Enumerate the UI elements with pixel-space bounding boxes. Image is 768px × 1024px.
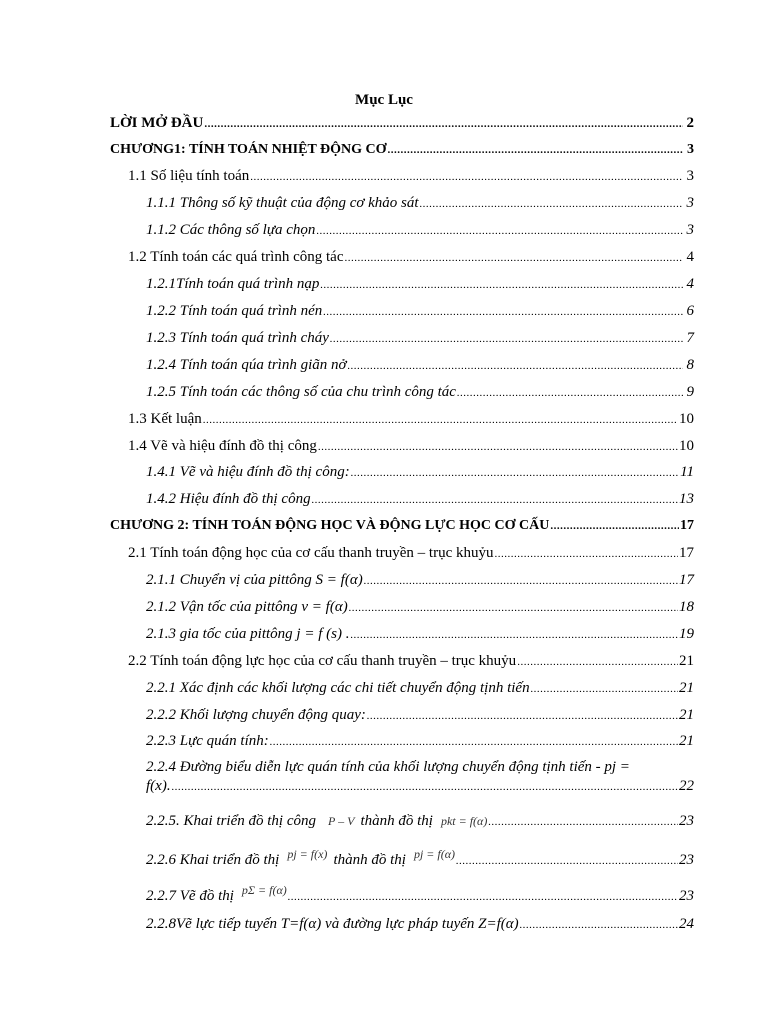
toc-entry-label-mid: thành đồ thị bbox=[360, 813, 433, 829]
toc-page-number: 19 bbox=[679, 626, 694, 642]
toc-page-number: 21 bbox=[679, 733, 694, 749]
toc-entry[interactable] bbox=[146, 329, 694, 348]
formula-image: pj = f(α) bbox=[413, 847, 456, 861]
toc-entry[interactable] bbox=[146, 221, 694, 240]
toc-entry[interactable] bbox=[146, 275, 694, 294]
toc-entry[interactable] bbox=[146, 915, 694, 934]
toc-page-number: 6 bbox=[686, 303, 694, 319]
dot-leader bbox=[250, 168, 683, 186]
toc-entry-label: 1.2.1Tính toán quá trình nạp bbox=[146, 276, 320, 292]
toc-entry-label: 1.2.2 Tính toán quá trình nén bbox=[146, 303, 323, 319]
toc-entry[interactable] bbox=[146, 847, 694, 870]
toc-entry-label: CHƯƠNG 2: TÍNH TOÁN ĐỘNG HỌC VÀ ĐỘNG LỰC HỌC CƠ CẤU bbox=[110, 518, 550, 533]
toc-page-number: 4 bbox=[686, 249, 694, 265]
toc-page-number: 22 bbox=[679, 778, 694, 794]
toc-entry[interactable] bbox=[128, 437, 694, 456]
dot-leader bbox=[420, 195, 683, 213]
toc-entry[interactable] bbox=[110, 114, 694, 133]
toc-entry[interactable] bbox=[146, 732, 694, 751]
dot-leader bbox=[348, 357, 683, 375]
toc-entry-label: 1.2.3 Tính toán quá trình cháy bbox=[146, 330, 329, 346]
formula-image: P – V bbox=[328, 814, 355, 828]
dot-leader bbox=[488, 813, 678, 831]
toc-page-number: 3 bbox=[686, 168, 694, 184]
toc-page-number: 8 bbox=[686, 357, 694, 373]
formula-image: pkt = f(α) bbox=[440, 814, 488, 828]
toc-entry[interactable] bbox=[146, 490, 694, 509]
toc-page-number: 21 bbox=[679, 680, 694, 696]
toc-entry[interactable] bbox=[128, 167, 694, 186]
toc-page-number: 23 bbox=[679, 888, 694, 904]
toc-page-number: 17 bbox=[679, 545, 694, 561]
dot-leader bbox=[316, 222, 683, 240]
dot-leader bbox=[330, 330, 683, 348]
toc-entry-label: 1.2.5 Tính toán các thông số của chu trình công tác bbox=[146, 384, 456, 400]
toc-entry[interactable] bbox=[146, 302, 694, 321]
dot-leader bbox=[172, 778, 678, 797]
dot-leader bbox=[550, 517, 679, 535]
toc-entry-label: 1.3 Kết luận bbox=[128, 411, 202, 427]
toc-entry[interactable] bbox=[146, 883, 694, 906]
toc-entry-label: CHƯƠNG1: TÍNH TOÁN NHIỆT ĐỘNG CƠ bbox=[110, 142, 387, 157]
toc-page-number: 3 bbox=[686, 195, 694, 211]
dot-leader bbox=[312, 491, 678, 509]
toc-entry-label: 2.2.2 Khối lượng chuyển động quay: bbox=[146, 707, 366, 723]
dot-leader bbox=[288, 888, 678, 906]
toc-entry[interactable] bbox=[146, 194, 694, 213]
toc-entry[interactable] bbox=[146, 356, 694, 375]
dot-leader bbox=[345, 249, 684, 267]
toc-entry[interactable] bbox=[128, 410, 694, 429]
toc-entry-label: 2.2.1 Xác định các khối lượng các chi tiết chuyển động tịnh tiến bbox=[146, 680, 530, 696]
toc-page-number: 10 bbox=[679, 438, 694, 454]
toc-page-number: 10 bbox=[679, 411, 694, 427]
dot-leader bbox=[349, 599, 678, 617]
dot-leader bbox=[457, 384, 683, 402]
toc-page-number: 3 bbox=[687, 142, 694, 157]
toc-entry-label: LỜI MỞ ĐẦU bbox=[110, 115, 204, 131]
dot-leader bbox=[204, 115, 683, 133]
dot-leader bbox=[456, 852, 678, 870]
toc-page-number: 3 bbox=[686, 222, 694, 238]
toc-entry-label: 2.2.3 Lực quán tính: bbox=[146, 733, 269, 749]
toc-page-number: 21 bbox=[679, 653, 694, 669]
dot-leader bbox=[318, 438, 678, 456]
dot-leader bbox=[323, 303, 683, 321]
formula-image: pj = f(x) bbox=[287, 847, 328, 861]
toc-entry-label: 2.2.7 Vẽ đồ thị bbox=[146, 888, 234, 904]
dot-leader bbox=[203, 411, 678, 429]
toc-page-number: 24 bbox=[679, 916, 694, 932]
toc-entry-label: 2.1.2 Vận tốc của pittông v = f(α) bbox=[146, 599, 348, 615]
dot-leader bbox=[320, 276, 683, 294]
dot-leader bbox=[351, 464, 679, 482]
toc-entry-label: 1.4.2 Hiệu đính đồ thị công bbox=[146, 491, 311, 507]
toc-entry-label: 2.1.1 Chuyển vị của pittông S = f(α) bbox=[146, 572, 363, 588]
dot-leader bbox=[350, 626, 678, 644]
toc-page-number: 2 bbox=[686, 115, 694, 131]
toc-page-number: 7 bbox=[686, 330, 694, 346]
toc-page-number: 18 bbox=[679, 599, 694, 615]
toc-entry[interactable] bbox=[146, 758, 694, 797]
toc-entry[interactable] bbox=[128, 652, 694, 671]
toc-entry-label: 1.4 Vẽ và hiệu đính đồ thị công bbox=[128, 438, 317, 454]
toc-page-number: 13 bbox=[679, 491, 694, 507]
toc-entry-label-continued: f(x). bbox=[146, 778, 171, 794]
toc-entry-label: 2.1 Tính toán động học của cơ cấu thanh truyền – trục khuỷu bbox=[128, 545, 494, 561]
toc-entry-label: 2.2.4 Đường biểu diễn lực quán tính của khối lượng chuyển động tịnh tiến - pj = bbox=[146, 759, 630, 775]
toc-entry[interactable] bbox=[146, 598, 694, 617]
toc-entry-label-mid: thành đồ thị bbox=[333, 852, 406, 868]
toc-entry[interactable] bbox=[146, 625, 694, 644]
toc-entry[interactable] bbox=[146, 706, 694, 725]
toc-entry-label: 1.4.1 Vẽ và hiệu đính đồ thị công: bbox=[146, 464, 350, 480]
toc-entry-label: 1.1 Số liệu tính toán bbox=[128, 168, 250, 184]
toc-entry-label: 1.1.2 Các thông số lựa chọn bbox=[146, 222, 316, 238]
dot-leader bbox=[367, 707, 678, 725]
dot-leader bbox=[364, 572, 678, 590]
toc-entry[interactable] bbox=[110, 141, 694, 159]
formula-image: pΣ = f(α) bbox=[241, 883, 287, 897]
toc-page-number: 23 bbox=[679, 852, 694, 868]
toc-entry-label: 2.2.6 Khai triển đồ thị bbox=[146, 852, 280, 868]
dot-leader bbox=[388, 141, 683, 159]
toc-page-number: 21 bbox=[679, 707, 694, 723]
toc-entry[interactable] bbox=[128, 248, 694, 267]
toc-entry[interactable] bbox=[110, 517, 694, 535]
toc-page-number: 23 bbox=[679, 813, 694, 829]
toc-entry[interactable] bbox=[146, 383, 694, 402]
dot-leader bbox=[494, 545, 678, 563]
toc-entry[interactable] bbox=[128, 544, 694, 563]
toc-entry-label: 1.2.4 Tính toán qúa trình giãn nở bbox=[146, 357, 347, 373]
toc-entry-label: 2.2 Tính toán động lực học của cơ cấu thanh truyền – trục khuỷu bbox=[128, 653, 517, 669]
toc-entry[interactable] bbox=[146, 571, 694, 590]
dot-leader bbox=[520, 916, 678, 934]
toc-entry-label: 2.2.5. Khai triển đồ thị công bbox=[146, 813, 316, 829]
toc-entry-label: 2.1.3 gia tốc của pittông j = f (s) . bbox=[146, 626, 350, 642]
page-title: Mục Lục bbox=[355, 92, 413, 108]
toc-entry-label: 2.2.8Vẽ lực tiếp tuyến T=f(α) và đường lực pháp tuyến Z=f(α) bbox=[146, 916, 519, 932]
toc-page-number: 4 bbox=[686, 276, 694, 292]
toc-page-number: 9 bbox=[686, 384, 694, 400]
toc-entry-label: 1.2 Tính toán các quá trình công tác bbox=[128, 249, 344, 265]
toc-entry-label: 1.1.1 Thông số kỹ thuật của động cơ khảo sát bbox=[146, 195, 419, 211]
toc-page-number: 17 bbox=[679, 572, 694, 588]
dot-leader bbox=[270, 733, 678, 751]
toc-entry[interactable] bbox=[146, 679, 694, 698]
toc-entry[interactable] bbox=[146, 463, 694, 482]
dot-leader bbox=[517, 653, 678, 671]
toc-entry[interactable] bbox=[146, 812, 694, 831]
toc-page-number: 11 bbox=[680, 464, 694, 480]
toc-page-number: 17 bbox=[680, 518, 694, 533]
dot-leader bbox=[531, 680, 678, 698]
